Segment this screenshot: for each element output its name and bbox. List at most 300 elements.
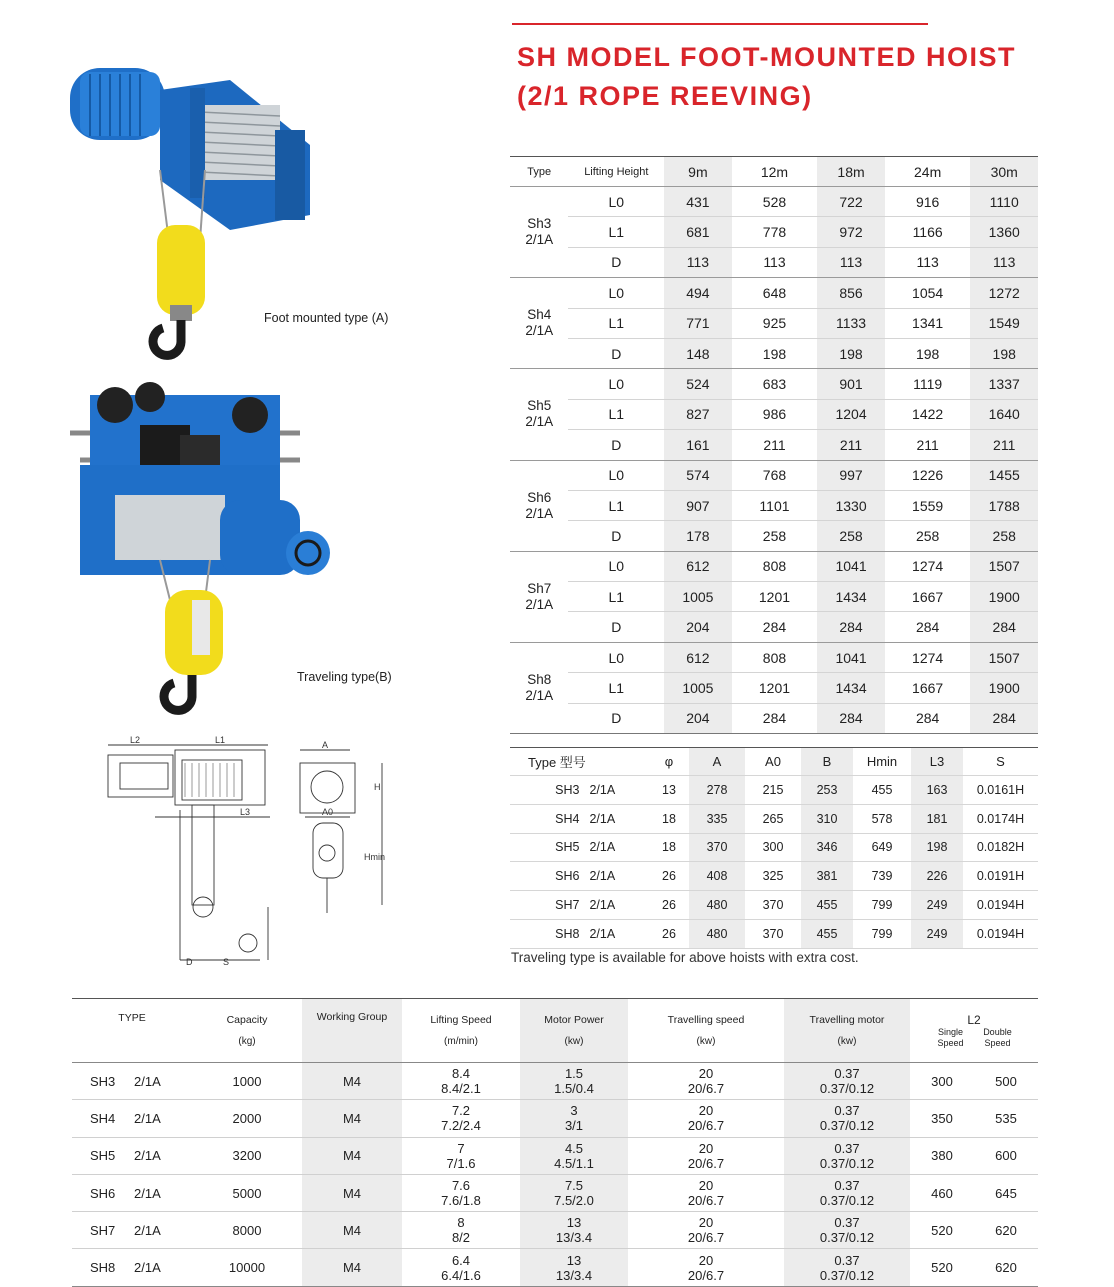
param-label: L0 [568, 642, 664, 672]
perf-single-value: 7.5 [564, 1178, 584, 1194]
spec-cell: 381 [801, 862, 853, 891]
value-cell: 574 [664, 460, 732, 490]
spec-cell: 249 [911, 891, 963, 920]
value-cell: 258 [762, 527, 787, 544]
value-cell: 284 [970, 703, 1038, 733]
table-row [510, 833, 1038, 862]
perf-reeving: 2/1A [134, 1110, 161, 1126]
spec-header-b: B [801, 748, 853, 776]
table-row [510, 804, 1038, 833]
spec-cell: 455 [801, 891, 853, 920]
spec-cell: 739 [853, 862, 911, 891]
perf-dual-value [784, 1249, 910, 1286]
spec-header-hmin: Hmin [853, 748, 911, 776]
spec-cell: 455 [801, 919, 853, 948]
perf-dual-value [402, 1063, 520, 1100]
perf-dual-value [784, 1063, 910, 1100]
perf-double-value: 0.37/0.12 [819, 1081, 875, 1097]
value-cell: 722 [817, 187, 885, 217]
value-cell: 1337 [970, 369, 1038, 399]
value-cell: 1005 [664, 673, 732, 703]
value-cell: 612 [664, 551, 732, 581]
param-label: L0 [568, 460, 664, 490]
value-cell: 1201 [732, 673, 818, 703]
type-model: Sh7 [527, 580, 552, 596]
table-row [72, 1137, 1038, 1174]
perf-l2-single: 350 [910, 1100, 974, 1137]
hook [153, 320, 181, 355]
perf-header-single-speed: Single Speed [937, 1026, 964, 1048]
perf-header-l2 [910, 999, 1038, 1063]
perf-header-motor-power-unit: (kw) [564, 1036, 584, 1047]
value-cell: 1110 [970, 187, 1038, 217]
value-cell: 1005 [664, 582, 732, 612]
perf-header-motor-power [520, 999, 628, 1063]
perf-header-travelling-motor-label: Travelling motor [809, 1014, 885, 1026]
perf-dual-value [628, 1174, 784, 1211]
perf-single-value: 8.4 [451, 1066, 471, 1082]
spec-cell: 2/1A [589, 833, 649, 862]
label-l2: L2 [130, 735, 141, 745]
table-row [510, 862, 1038, 891]
spec-cell: 13 [649, 776, 689, 805]
spec-cell: 325 [745, 862, 801, 891]
perf-model: SH7 [90, 1222, 116, 1238]
perf-l2-double: 600 [974, 1137, 1038, 1174]
perf-double-value: 0.37/0.12 [819, 1193, 875, 1209]
spec-cell: 2/1A [589, 776, 649, 805]
perf-capacity: 5000 [192, 1174, 302, 1211]
param-label: L1 [568, 217, 664, 247]
perf-l2-double: 500 [974, 1063, 1038, 1100]
param-label: L1 [568, 673, 664, 703]
value-cell: 808 [732, 642, 818, 672]
perf-header-lifting-speed-unit: (m/min) [444, 1036, 478, 1047]
perf-double-value: 7/1.6 [446, 1155, 476, 1171]
spec-cell: 18 [649, 804, 689, 833]
perf-single-value: 4.5 [564, 1140, 584, 1156]
perf-dual-value [402, 1249, 520, 1286]
perf-double-value: 0.37/0.12 [819, 1267, 875, 1283]
perf-dual-value [402, 1137, 520, 1174]
perf-double-value: 7.5/2.0 [554, 1193, 594, 1209]
value-cell: 524 [664, 369, 732, 399]
value-cell: 856 [817, 278, 885, 308]
perf-single-value: 20 [698, 1140, 714, 1156]
value-cell: 258 [970, 521, 1038, 551]
perf-header-l2-label: L2 [967, 1012, 981, 1027]
table-row [510, 551, 1038, 581]
value-cell: 284 [817, 612, 885, 642]
header-height: 12m [732, 157, 818, 187]
perf-l2-double: 645 [974, 1174, 1038, 1211]
perf-reeving: 2/1A [134, 1148, 161, 1164]
value-cell: 1166 [885, 217, 971, 247]
perf-capacity: 2000 [192, 1100, 302, 1137]
table-row [510, 399, 1038, 429]
value-cell: 972 [817, 217, 885, 247]
perf-single-value: 0.37 [834, 1252, 860, 1268]
foot-mounted-hoist-image [60, 50, 320, 375]
perf-l2-single: 520 [910, 1212, 974, 1249]
perf-dual-value [402, 1100, 520, 1137]
perf-dual-value [628, 1063, 784, 1100]
value-cell: 1204 [817, 399, 885, 429]
type-model: Sh4 [527, 307, 552, 323]
label-d: D [186, 957, 193, 967]
spec-cell: 249 [911, 919, 963, 948]
spec-cell: 226 [911, 862, 963, 891]
value-cell: 204 [664, 703, 732, 733]
perf-header-double-speed: Double Speed [983, 1026, 1012, 1048]
perf-double-value: 0.37/0.12 [819, 1230, 875, 1246]
perf-l2-single: 460 [910, 1174, 974, 1211]
spec-cell: 215 [745, 776, 801, 805]
value-cell: 1041 [817, 642, 885, 672]
perf-header-travelling-speed-label: Travelling speed [667, 1014, 745, 1026]
perf-header-capacity-unit: (kg) [238, 1036, 256, 1047]
perf-dual-value [520, 1249, 628, 1286]
value-cell: 1455 [970, 460, 1038, 490]
param-label: D [611, 619, 622, 636]
spec-cell: 0.0194H [963, 919, 1038, 948]
spec-cell: 181 [911, 804, 963, 833]
perf-single-value: 13 [566, 1252, 582, 1268]
value-cell: 681 [664, 217, 732, 247]
perf-dual-value [628, 1100, 784, 1137]
perf-double-value: 0.37/0.12 [819, 1155, 875, 1171]
table-row [510, 308, 1038, 338]
value-cell: 113 [970, 247, 1038, 277]
value-cell: 113 [763, 254, 786, 271]
perf-reeving: 2/1A [134, 1222, 161, 1238]
perf-header-type: TYPE [72, 999, 192, 1063]
param-label: L0 [568, 278, 664, 308]
type-cell [510, 187, 568, 278]
table-row [510, 278, 1038, 308]
spec-cell: 26 [649, 891, 689, 920]
perf-type-cell [72, 1063, 192, 1100]
spec-cell: 2/1A [589, 804, 649, 833]
perf-l2-single: 300 [910, 1063, 974, 1100]
header-height: 9m [664, 157, 732, 187]
value-cell: 161 [664, 430, 732, 460]
perf-header-lifting-speed-label: Lifting Speed [430, 1014, 492, 1026]
spec-table [510, 747, 1038, 949]
spec-cell: 163 [911, 776, 963, 805]
perf-single-value: 3 [570, 1103, 578, 1119]
spec-cell: 370 [689, 833, 745, 862]
perf-model: SH8 [90, 1260, 116, 1276]
hook [164, 675, 192, 710]
perf-double-value: 7.2/2.4 [441, 1118, 481, 1134]
spec-cell: 2/1A [589, 862, 649, 891]
perf-reeving: 2/1A [134, 1185, 161, 1201]
value-cell: 1360 [970, 217, 1038, 247]
perf-single-value: 7.2 [451, 1103, 471, 1119]
perf-dual-value [402, 1174, 520, 1211]
perf-working-group: M4 [302, 1100, 402, 1137]
value-cell: 494 [664, 278, 732, 308]
perf-working-group: M4 [302, 1212, 402, 1249]
perf-single-value: 0.37 [834, 1103, 860, 1119]
table-row [72, 1249, 1038, 1286]
value-cell: 198 [915, 345, 940, 362]
spec-cell: 578 [853, 804, 911, 833]
perf-single-value: 1.5 [564, 1066, 584, 1082]
perf-single-value: 20 [698, 1178, 714, 1194]
perf-double-value: 20/6.7 [687, 1193, 725, 1209]
header-height: 30m [970, 157, 1038, 187]
perf-reeving: 2/1A [134, 1073, 161, 1089]
value-cell: 1330 [817, 490, 885, 520]
type-model: Sh8 [527, 671, 552, 687]
value-cell: 997 [817, 460, 885, 490]
perf-l2-double: 620 [974, 1249, 1038, 1286]
param-label: L1 [568, 308, 664, 338]
param-label: L0 [568, 187, 664, 217]
type-model: Sh6 [527, 489, 552, 505]
value-cell: 284 [817, 703, 885, 733]
perf-single-value: 20 [698, 1215, 714, 1231]
value-cell: 1201 [732, 582, 818, 612]
header-type: Type [510, 157, 568, 187]
value-cell: 1041 [817, 551, 885, 581]
table-row [510, 582, 1038, 612]
param-label: L0 [568, 369, 664, 399]
spec-header-phi: φ [649, 748, 689, 776]
value-cell: 1434 [817, 582, 885, 612]
spec-cell: 649 [853, 833, 911, 862]
perf-double-value: 1.5/0.4 [554, 1081, 594, 1097]
title-line-2: (2/1 ROPE REEVING) [517, 81, 813, 111]
perf-dual-value [784, 1100, 910, 1137]
value-cell: 907 [664, 490, 732, 520]
table-row [510, 673, 1038, 703]
value-cell: 113 [664, 247, 732, 277]
param-label: L1 [568, 582, 664, 612]
table-row [510, 460, 1038, 490]
table-row [510, 612, 1038, 642]
spec-cell: SH5 [510, 833, 589, 862]
perf-dual-value [520, 1063, 628, 1100]
perf-double-value: 6.4/1.6 [441, 1267, 481, 1283]
perf-double-value: 20/6.7 [687, 1118, 725, 1134]
rope-drum [115, 495, 225, 560]
perf-type-cell [72, 1100, 192, 1137]
perf-double-value: 13/3.4 [555, 1267, 593, 1283]
table-row [510, 521, 1038, 551]
perf-capacity: 1000 [192, 1063, 302, 1100]
perf-dual-value [402, 1212, 520, 1249]
traveling-hoist-image [70, 375, 335, 725]
perf-l2-double: 620 [974, 1212, 1038, 1249]
title-rule [512, 23, 928, 25]
perf-capacity: 10000 [192, 1249, 302, 1286]
table-row [510, 891, 1038, 920]
spec-cell: 278 [689, 776, 745, 805]
value-cell: 148 [664, 338, 732, 368]
perf-double-value: 7.6/1.8 [441, 1193, 481, 1209]
perf-l2-double: 535 [974, 1100, 1038, 1137]
param-label: D [611, 527, 622, 544]
spec-cell: 480 [689, 891, 745, 920]
value-cell: 528 [732, 187, 818, 217]
table-row [510, 919, 1038, 948]
perf-capacity: 8000 [192, 1212, 302, 1249]
spec-cell: 26 [649, 919, 689, 948]
type-model: Sh3 [527, 216, 552, 232]
value-cell: 113 [916, 254, 939, 271]
note-text: Traveling type is available for above hoists with extra cost. [511, 950, 859, 965]
performance-table [72, 998, 1038, 1287]
value-cell: 211 [970, 430, 1038, 460]
spec-cell: 0.0191H [963, 862, 1038, 891]
table-row [72, 1174, 1038, 1211]
perf-double-value: 20/6.7 [687, 1081, 725, 1097]
title-line-1: SH MODEL FOOT-MOUNTED HOIST [517, 42, 1016, 72]
value-cell: 612 [664, 642, 732, 672]
perf-dual-value [628, 1212, 784, 1249]
value-cell: 1507 [970, 551, 1038, 581]
type-cell [510, 278, 568, 369]
value-cell: 1341 [885, 308, 971, 338]
spec-cell: 18 [649, 833, 689, 862]
table-row [510, 430, 1038, 460]
perf-header-travelling-speed-unit: (kw) [696, 1036, 716, 1047]
perf-dual-value [784, 1174, 910, 1211]
perf-working-group: M4 [302, 1174, 402, 1211]
type-cell [510, 369, 568, 460]
value-cell: 1434 [817, 673, 885, 703]
param-label: D [611, 436, 622, 453]
label-a: A [322, 740, 329, 750]
value-cell: 986 [732, 399, 818, 429]
perf-reeving: 2/1A [134, 1260, 161, 1276]
perf-dual-value [520, 1137, 628, 1174]
type-reeving: 2/1A [525, 414, 554, 430]
value-cell: 1667 [885, 582, 971, 612]
spec-header-l3: L3 [911, 748, 963, 776]
value-cell: 648 [732, 278, 818, 308]
value-cell: 211 [817, 430, 885, 460]
spec-cell: 310 [801, 804, 853, 833]
perf-dual-value [628, 1249, 784, 1286]
perf-type-cell [72, 1137, 192, 1174]
value-cell: 1133 [817, 308, 885, 338]
param-label: D [611, 710, 622, 727]
perf-dual-value [520, 1174, 628, 1211]
perf-single-value: 0.37 [834, 1140, 860, 1156]
table-row [510, 490, 1038, 520]
label-h: H [374, 782, 381, 792]
type-reeving: 2/1A [525, 505, 554, 521]
label-l3: L3 [240, 807, 251, 817]
perf-l2-single: 520 [910, 1249, 974, 1286]
perf-double-value: 4.5/1.1 [554, 1155, 594, 1171]
value-cell: 198 [817, 338, 885, 368]
value-cell: 284 [762, 619, 787, 636]
spec-cell: 198 [911, 833, 963, 862]
value-cell: 925 [732, 308, 818, 338]
header-lifting-height: Lifting Height [568, 157, 664, 187]
value-cell: 198 [970, 338, 1038, 368]
label-s: S [223, 957, 230, 967]
perf-single-value: 0.37 [834, 1066, 860, 1082]
perf-single-value: 20 [698, 1252, 714, 1268]
spec-cell: 346 [801, 833, 853, 862]
value-cell: 771 [664, 308, 732, 338]
value-cell: 211 [916, 436, 939, 453]
spec-cell: 455 [853, 776, 911, 805]
perf-header-travelling-speed [628, 999, 784, 1063]
hoist-motor [220, 500, 300, 575]
perf-header-working-group: Working Group [302, 999, 402, 1063]
perf-header-travelling-motor-unit: (kw) [837, 1036, 857, 1047]
spec-cell: 408 [689, 862, 745, 891]
perf-double-value: 20/6.7 [687, 1155, 725, 1171]
perf-type-cell [72, 1174, 192, 1211]
type-reeving: 2/1A [525, 596, 554, 612]
value-cell: 808 [732, 551, 818, 581]
value-cell: 1667 [885, 673, 971, 703]
table-row [72, 1212, 1038, 1249]
value-cell: 178 [664, 521, 732, 551]
spec-cell: SH6 [510, 862, 589, 891]
perf-l2-single: 380 [910, 1137, 974, 1174]
perf-double-value: 20/6.7 [687, 1267, 725, 1283]
table-row [510, 247, 1038, 277]
value-cell: 204 [664, 612, 732, 642]
param-label: L0 [568, 551, 664, 581]
spec-header-s: S [963, 748, 1038, 776]
perf-working-group: M4 [302, 1249, 402, 1286]
perf-header-travelling-motor [784, 999, 910, 1063]
value-cell: 284 [762, 710, 787, 727]
hook-block [157, 225, 205, 315]
spec-cell: 799 [853, 891, 911, 920]
perf-type-cell [72, 1212, 192, 1249]
value-cell: 284 [970, 612, 1038, 642]
table-row [510, 642, 1038, 672]
caption-foot-mounted: Foot mounted type (A) [264, 311, 389, 325]
type-cell [510, 460, 568, 551]
perf-working-group: M4 [302, 1063, 402, 1100]
table-row [510, 703, 1038, 733]
table-row [510, 776, 1038, 805]
value-cell: 211 [763, 436, 786, 453]
spec-cell: 253 [801, 776, 853, 805]
spec-header-type: Type 型号 [510, 748, 649, 776]
spec-cell: 370 [745, 919, 801, 948]
value-cell: 1788 [970, 490, 1038, 520]
value-cell: 1640 [970, 399, 1038, 429]
value-cell: 901 [817, 369, 885, 399]
type-reeving: 2/1A [525, 232, 554, 248]
value-cell: 916 [885, 187, 971, 217]
value-cell: 778 [732, 217, 818, 247]
spec-cell: 480 [689, 919, 745, 948]
perf-dual-value [520, 1100, 628, 1137]
value-cell: 431 [664, 187, 732, 217]
label-a0: A0 [322, 807, 334, 817]
page-title [517, 38, 1077, 116]
perf-double-value: 3/1 [564, 1118, 584, 1134]
value-cell: 1507 [970, 642, 1038, 672]
value-cell: 198 [762, 345, 787, 362]
param-label: D [611, 345, 622, 362]
value-cell: 827 [664, 399, 732, 429]
